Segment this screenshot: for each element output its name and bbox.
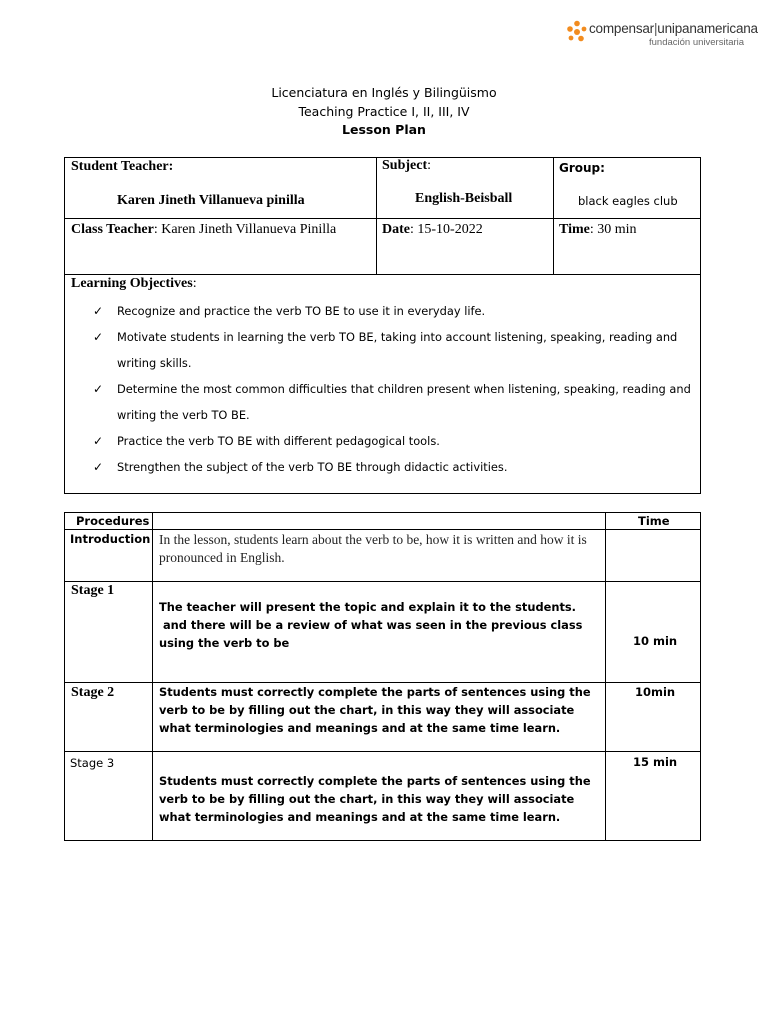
stage-2-label: Stage 2 — [71, 685, 115, 700]
logo-subtitle: fundación universitaria — [649, 37, 745, 48]
checkmark-icon: ✓ — [93, 460, 104, 474]
objectives-list — [93, 298, 692, 480]
stage-introduction-text: In the lesson, students learn about the verb to be, how it is written and how it is pronounced in English. — [159, 532, 587, 565]
objective-text: Strengthen the subject of the verb TO BE through didactic activities. — [117, 460, 508, 474]
stage-1-text-line1: The teacher will present the topic and explain it to the students. — [159, 600, 576, 614]
class-teacher-field — [71, 222, 336, 238]
stage-3-text: Students must correctly complete the parts of sentences using the verb to be by filling out the chart, in this way they will associate what terminologies and meanings and at the same time learn. — [159, 774, 591, 824]
document-header — [0, 84, 768, 140]
stage-introduction-label: Introduction — [70, 532, 151, 546]
learning-objectives-label — [71, 276, 197, 292]
institution-logo — [566, 18, 756, 48]
group-label: Group: — [559, 161, 605, 175]
date-field — [382, 222, 483, 238]
stage-1-time: 10 min — [633, 634, 678, 648]
course-title: Teaching Practice I, II, III, IV — [298, 103, 470, 119]
stage-1-text-line2: and there will be a review of what was seen in the previous class using the verb to be — [159, 618, 587, 650]
logo-brand-right: unipanamericana — [657, 21, 758, 36]
class-teacher-value: : Karen Jineth Villanueva Pinilla — [153, 222, 337, 237]
program-title: Licenciatura en Inglés y Bilingüismo — [271, 85, 497, 100]
student-teacher-value: Karen Jineth Villanueva pinilla — [117, 193, 305, 208]
group-value: black eagles club — [578, 194, 678, 208]
checkmark-icon: ✓ — [93, 304, 104, 318]
time-column-header: Time — [638, 514, 670, 528]
time-label: Time — [559, 222, 590, 237]
date-label: Date — [382, 222, 410, 237]
objective-item — [93, 376, 692, 428]
stage-1-text — [159, 598, 604, 652]
stage-2-time: 10min — [635, 685, 676, 699]
subject-label-text: Subject — [382, 158, 428, 173]
objective-text: Recognize and practice the verb TO BE to use it in everyday life. — [117, 304, 486, 318]
subject-label-colon: : — [427, 158, 432, 173]
checkmark-icon: ✓ — [93, 382, 104, 396]
objective-text: Motivate students in learning the verb TO BE, taking into account listening, speaking, reading and writing skills. — [117, 330, 678, 370]
subject-value: English-Beisball — [415, 191, 513, 206]
objective-item — [93, 454, 692, 480]
objective-text: Practice the verb TO BE with different pedagogical tools. — [117, 434, 440, 448]
checkmark-icon: ✓ — [93, 434, 104, 448]
logo-brand — [589, 21, 758, 36]
procedures-column-header: Procedures — [76, 514, 150, 528]
stage-3-time: 15 min — [633, 755, 678, 769]
stage-2-text: Students must correctly complete the parts of sentences using the verb to be by filling out the chart, in this way they will associate what terminologies and meanings and at the same time learn. — [159, 685, 591, 735]
subject-label — [382, 158, 431, 174]
objective-text: Determine the most common difficulties that children present when listening, speaking, reading and writing the verb TO BE. — [117, 382, 691, 422]
logo-brand-left: compensar — [589, 21, 654, 36]
learning-objectives-text: Learning Objectives — [71, 276, 193, 291]
time-field — [559, 222, 637, 238]
date-value: : 15-10-2022 — [410, 222, 483, 237]
time-value: : 30 min — [589, 222, 637, 237]
stage-1-label: Stage 1 — [71, 583, 115, 598]
checkmark-icon: ✓ — [93, 330, 104, 344]
objective-item — [93, 324, 692, 376]
student-teacher-label: Student Teacher: — [71, 159, 174, 174]
objective-item — [93, 428, 692, 454]
class-teacher-label: Class Teacher — [71, 222, 154, 237]
stage-3-label: Stage 3 — [70, 756, 115, 770]
logo-dots-icon — [566, 20, 588, 42]
document-title: Lesson Plan — [342, 122, 426, 137]
objective-item — [93, 298, 692, 324]
learning-objectives-colon: : — [192, 276, 197, 291]
logo-separator: | — [653, 21, 658, 36]
